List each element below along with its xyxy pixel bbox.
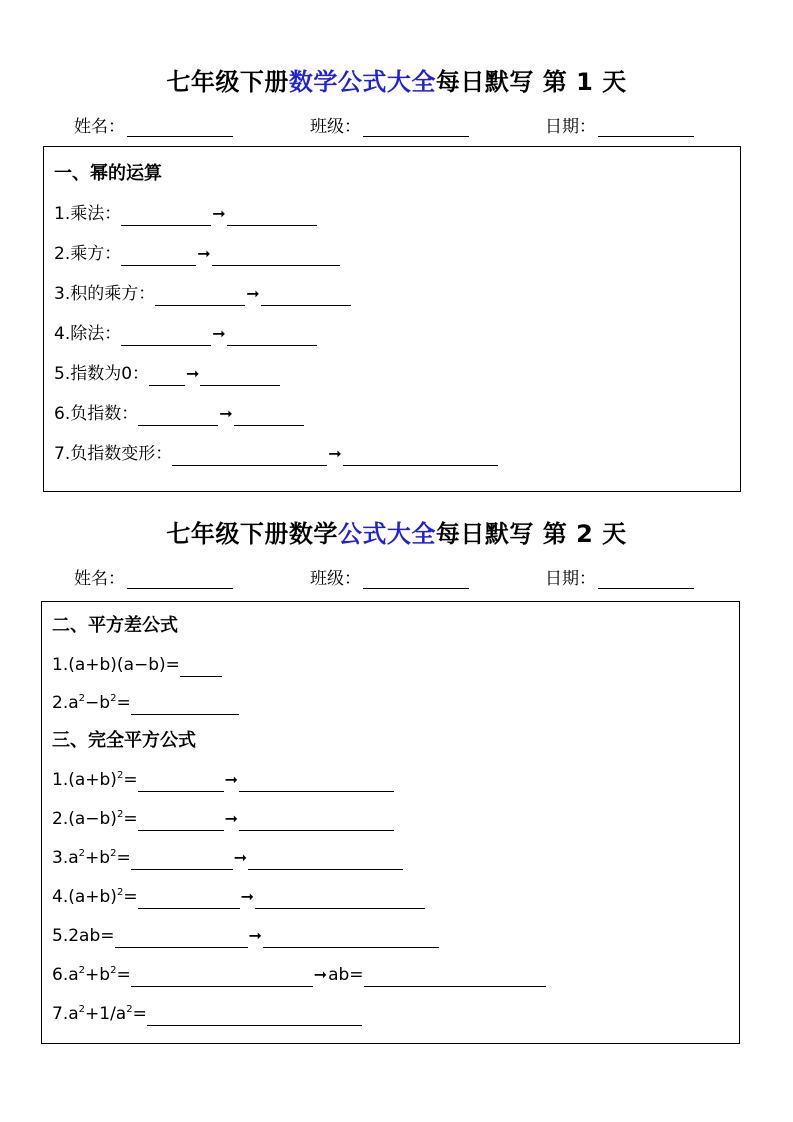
formula-label: = — [116, 693, 131, 713]
exponent: 2 — [110, 693, 117, 704]
date-label: 日期： — [545, 569, 596, 589]
formula-label: 1.(a+b)(a−b)= — [52, 655, 180, 675]
formula-row — [54, 322, 317, 346]
exponent: 2 — [78, 1004, 86, 1015]
class-label: 班级： — [310, 569, 361, 589]
date-field[interactable] — [598, 119, 694, 137]
title-suffix: 每日默写 第 1 天 — [435, 68, 627, 96]
answer-blank[interactable] — [200, 368, 280, 386]
formula-label: +1/a — [85, 1004, 127, 1024]
arrow-icon: ➞ — [197, 244, 211, 263]
exponent: 2 — [78, 965, 86, 976]
arrow-icon: ➞ — [224, 770, 238, 789]
formula-row — [52, 653, 222, 677]
arrow-icon: ➞ — [246, 284, 260, 303]
exponent: 2 — [78, 693, 86, 704]
answer-blank[interactable] — [180, 659, 222, 677]
formula-row — [54, 362, 280, 386]
answer-blank[interactable] — [227, 328, 317, 346]
name-label: 姓名： — [74, 569, 125, 589]
answer-blank[interactable] — [343, 448, 498, 466]
exponent: 2 — [116, 809, 124, 820]
arrow-icon: ➞ — [224, 809, 238, 828]
answer-blank[interactable] — [147, 1008, 362, 1026]
class-label: 班级： — [310, 117, 361, 137]
title-prefix: 七年级下册数学 — [166, 520, 338, 548]
formula-row — [52, 963, 546, 987]
arrow-icon: ➞ — [186, 364, 200, 383]
answer-blank[interactable] — [364, 969, 546, 987]
answer-blank[interactable] — [138, 408, 218, 426]
name-field[interactable] — [127, 571, 233, 589]
title-highlight: 公式大全 — [337, 520, 436, 548]
formula-row — [54, 402, 304, 426]
formula-label: 1.(a+b) — [52, 770, 117, 790]
answer-blank[interactable] — [172, 448, 327, 466]
formula-label: ab= — [328, 965, 364, 985]
section-heading: 一、幂的运算 — [54, 163, 162, 184]
arrow-icon: ➞ — [212, 324, 226, 343]
answer-blank[interactable] — [138, 774, 224, 792]
formula-row — [52, 1002, 362, 1026]
answer-blank[interactable] — [227, 208, 317, 226]
formula-row — [54, 442, 498, 466]
section-heading: 三、完全平方公式 — [52, 730, 196, 751]
formula-row — [52, 691, 239, 715]
arrow-icon: ➞ — [240, 887, 254, 906]
answer-blank[interactable] — [149, 368, 185, 386]
answer-blank[interactable] — [234, 408, 304, 426]
formula-label: 5.指数为0： — [54, 364, 150, 384]
formula-label: = — [123, 887, 138, 907]
arrow-icon: ➞ — [313, 965, 328, 984]
info-line-2 — [0, 564, 793, 588]
section-box-1 — [43, 146, 741, 492]
formula-label: 3.a — [52, 848, 79, 868]
title-suffix: 每日默写 第 2 天 — [435, 520, 627, 548]
formula-label: 2.(a−b) — [52, 809, 117, 829]
arrow-icon: ➞ — [248, 926, 262, 945]
formula-label: 4.(a+b) — [52, 887, 117, 907]
answer-blank[interactable] — [121, 328, 211, 346]
formula-label: 4.除法： — [54, 324, 122, 344]
answer-blank[interactable] — [255, 891, 425, 909]
formula-label: 2.a — [52, 693, 79, 713]
answer-blank[interactable] — [121, 208, 211, 226]
class-field[interactable] — [363, 571, 469, 589]
formula-row — [52, 846, 403, 870]
exponent: 2 — [126, 1004, 133, 1015]
name-label: 姓名： — [74, 117, 125, 137]
formula-label: +b — [85, 965, 111, 985]
formula-row — [54, 282, 351, 306]
formula-label: = — [123, 809, 138, 829]
answer-blank[interactable] — [131, 969, 313, 987]
page-title-day-1 — [0, 62, 793, 97]
exponent: 2 — [116, 770, 124, 781]
formula-label: 6.a — [52, 965, 79, 985]
formula-row — [54, 202, 317, 226]
formula-label: = — [132, 1004, 147, 1024]
exponent: 2 — [116, 887, 124, 898]
formula-label: −b — [85, 693, 111, 713]
formula-label: 2.乘方： — [54, 244, 122, 264]
formula-row — [52, 885, 425, 909]
formula-label: 6.负指数： — [54, 404, 139, 424]
answer-blank[interactable] — [155, 288, 245, 306]
name-field[interactable] — [127, 119, 233, 137]
arrow-icon: ➞ — [212, 204, 226, 223]
arrow-icon: ➞ — [219, 404, 233, 423]
date-label: 日期： — [545, 117, 596, 137]
formula-row — [52, 807, 394, 831]
formula-label: 7.负指数变形： — [54, 444, 173, 464]
answer-blank[interactable] — [138, 813, 224, 831]
title-prefix: 七年级下册 — [166, 68, 289, 96]
formula-label: 5.2ab= — [52, 926, 115, 946]
answer-blank[interactable] — [261, 288, 351, 306]
answer-blank[interactable] — [239, 774, 394, 792]
formula-label: = — [116, 965, 131, 985]
arrow-icon: ➞ — [328, 444, 342, 463]
exponent: 2 — [110, 848, 117, 859]
arrow-icon: ➞ — [233, 848, 248, 867]
formula-label: = — [116, 848, 131, 868]
answer-blank[interactable] — [263, 930, 439, 948]
answer-blank[interactable] — [239, 813, 394, 831]
answer-blank[interactable] — [138, 891, 240, 909]
formula-label: 1.乘法： — [54, 204, 122, 224]
answer-blank[interactable] — [131, 697, 239, 715]
answer-blank[interactable] — [248, 852, 403, 870]
formula-label: = — [123, 770, 138, 790]
answer-blank[interactable] — [121, 248, 196, 266]
answer-blank[interactable] — [131, 852, 233, 870]
title-highlight: 数学公式大全 — [288, 68, 436, 96]
formula-row — [52, 924, 439, 948]
date-field[interactable] — [598, 571, 694, 589]
exponent: 2 — [78, 848, 86, 859]
answer-blank[interactable] — [115, 930, 248, 948]
formula-label: 7.a — [52, 1004, 79, 1024]
page-title-day-2 — [0, 514, 793, 549]
answer-blank[interactable] — [212, 248, 340, 266]
exponent: 2 — [110, 965, 117, 976]
formula-label: +b — [85, 848, 111, 868]
section-box-2 — [41, 601, 740, 1044]
formula-row — [54, 242, 340, 266]
info-line-1 — [0, 112, 793, 136]
formula-row — [52, 768, 394, 792]
class-field[interactable] — [363, 119, 469, 137]
formula-label: 3.积的乘方： — [54, 284, 156, 304]
section-heading: 二、平方差公式 — [52, 615, 178, 636]
